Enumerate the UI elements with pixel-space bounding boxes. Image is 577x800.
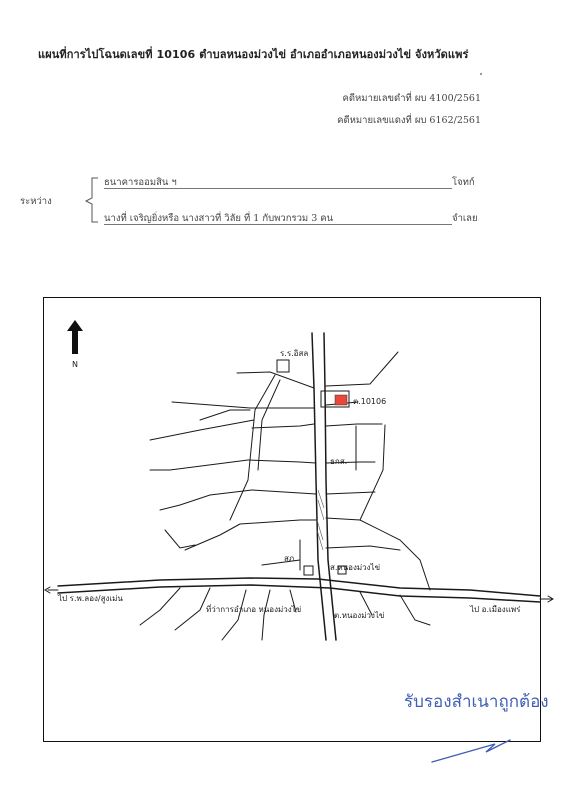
map-label-district: ที่ว่าการอำเภอ หนองม่วงไข่: [206, 605, 302, 614]
parcel-marker: [335, 395, 347, 405]
map-label-office: ส.หนองม่วงไข่: [330, 563, 381, 572]
school-building-icon: [277, 360, 289, 372]
defendant-role: จำเลย: [452, 213, 478, 224]
police-station-icon: [304, 566, 313, 575]
case-number-black: คดีหมายเลขดำที่ ผบ 4100/2561: [342, 93, 481, 104]
map-label-west-destination: ไป ร.พ.ลอง/สูงเม่น: [58, 594, 123, 603]
map-label-school: ร.ร.อิสล: [280, 349, 309, 358]
plaintiff-name: ธนาคารออมสิน ฯ: [104, 177, 177, 188]
map-label-market: ต.หนองม่วงไข่: [334, 611, 385, 620]
certified-copy-stamp: รับรองสำเนาถูกต้อง: [404, 692, 549, 712]
map-label-parcel: ต.10106: [353, 397, 387, 406]
north-label: N: [72, 360, 78, 369]
document-title: แผนที่การไปโฉนดเลขที่ 10106 ตำบลหนองม่วงไข่ อำเภออำเภอหนองม่วงไข่ จังหวัดแพร่: [38, 48, 469, 61]
map-label-east-destination: ไป อ.เมืองแพร่: [470, 605, 521, 614]
map-label-bank: ธกส.: [330, 457, 348, 466]
map-label-police: สภ.: [284, 554, 297, 563]
plaintiff-role: โจทก์: [452, 177, 475, 188]
north-arrow-icon: [67, 320, 83, 354]
signature-mark: [432, 740, 510, 762]
between-label: ระหว่าง: [20, 196, 52, 207]
defendant-name: นางที่ เจริญยิ่งหรือ นางสาวที่ วิลัย ที่ 1 กับพวกรวม 3 คน: [104, 213, 334, 224]
case-number-red: คดีหมายเลขแดงที่ ผบ 6162/2561: [337, 115, 481, 126]
main-road: [312, 333, 336, 640]
side-roads: [140, 352, 430, 640]
